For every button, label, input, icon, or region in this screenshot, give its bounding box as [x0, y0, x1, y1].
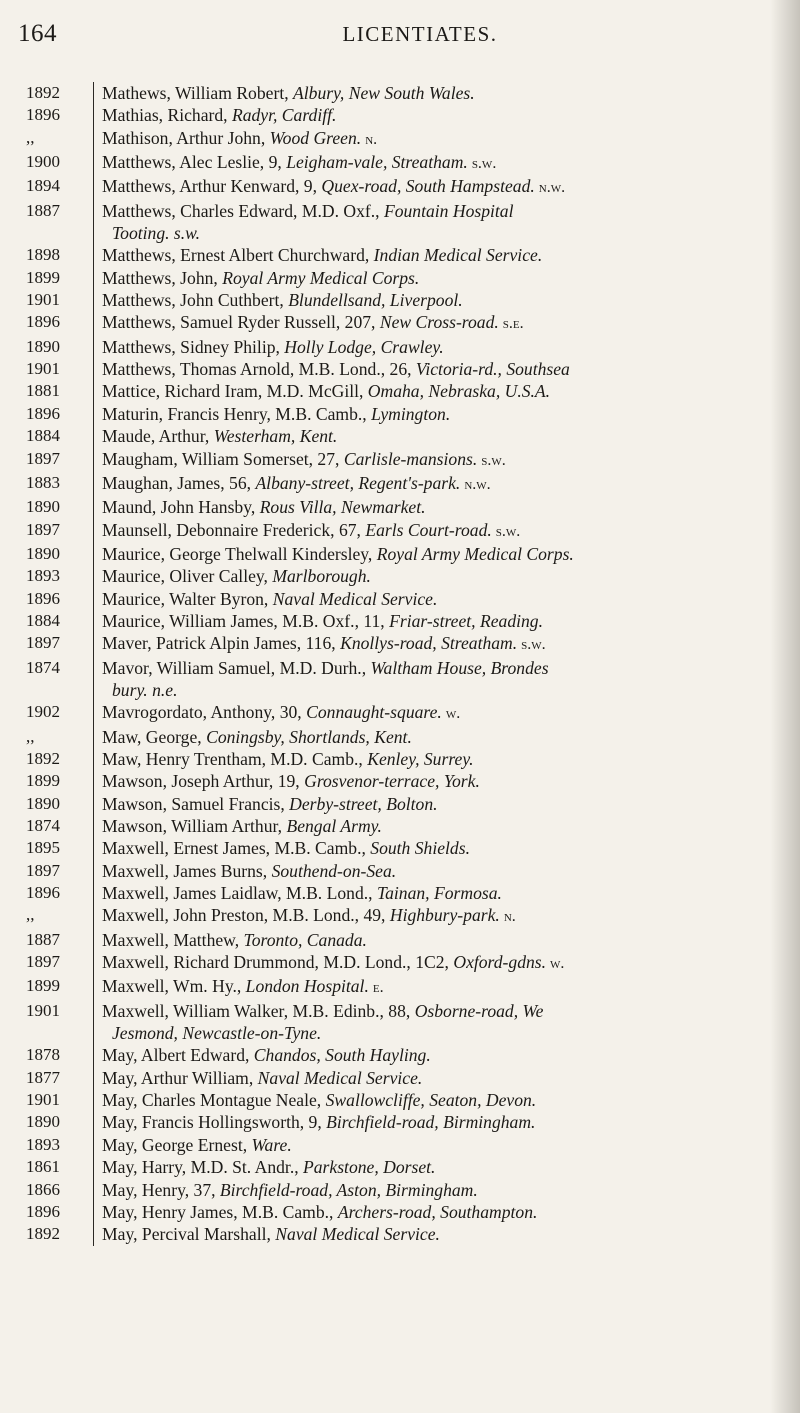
entry-text [93, 1223, 800, 1245]
entry-name: May, Henry James, M.B. Camb., [102, 1201, 338, 1222]
entry-address: Oxford-gdns. [453, 952, 547, 973]
entry-year: 1899 [26, 771, 60, 791]
entry-text [93, 1000, 800, 1045]
entry-address: Holly Lodge, Crawley. [284, 336, 444, 357]
entry-text [93, 519, 800, 543]
entry-text [93, 358, 800, 380]
entry-year: 1874 [26, 816, 60, 835]
entry-year: ,, [26, 127, 35, 147]
entry-address: Birchfield-road, Aston, Birmingham. [219, 1179, 478, 1200]
entry-year: 1897 [26, 952, 60, 972]
entry-name: May, George Ernest, [102, 1134, 252, 1155]
entry-year: 1898 [26, 245, 60, 265]
entry-address: Omaha, Nebraska, U.S.A. [367, 381, 551, 402]
entry-address: Victoria-rd., Southsea [415, 359, 570, 380]
entry-district: e. [368, 979, 384, 997]
entry-name: Maxwell, William Walker, M.B. Edinb., 88, [102, 1000, 415, 1021]
entry-name: Matthews, Ernest Albert Churchward, [102, 245, 374, 266]
entry-address-continued: Tooting. s.w. [112, 223, 201, 244]
entry-text [93, 1134, 800, 1156]
list-item [0, 519, 800, 543]
entry-address: Friar-street, Reading. [389, 610, 544, 631]
entry-name: Maturin, Francis Henry, M.B. Camb., [102, 403, 372, 424]
entry-text [93, 904, 800, 928]
list-item [0, 496, 800, 518]
entry-text [93, 770, 800, 792]
entry-text [93, 496, 800, 518]
list-item [0, 1000, 800, 1045]
list-item [0, 726, 800, 748]
entry-text [93, 588, 800, 610]
entry-text [93, 425, 800, 447]
entry-address: Royal Army Medical Corps. [222, 267, 420, 288]
entry-year: 1890 [26, 1112, 60, 1132]
entry-year: 1861 [26, 1157, 60, 1177]
entry-address: Albury, New South Wales. [293, 83, 475, 103]
entry-address: Naval Medical Service. [257, 1067, 423, 1088]
entry-text [93, 1201, 800, 1223]
entry-year: 1899 [26, 976, 60, 996]
list-item [0, 748, 800, 770]
list-item [0, 472, 800, 496]
entry-name: Mathison, Arthur John, [102, 127, 270, 148]
entry-name: Maw, George, [102, 726, 207, 747]
entry-address: Blundellsand, Liverpool. [288, 290, 463, 311]
list-item [0, 1134, 800, 1156]
list-item [0, 904, 800, 928]
entry-address-continued: bury. n.e. [112, 679, 178, 700]
entry-name: Matthews, Thomas Arnold, M.B. Lond., 26, [102, 359, 416, 380]
entry-name: Maver, Patrick Alpin James, 116, [102, 633, 341, 654]
entry-name: May, Henry, 37, [102, 1179, 220, 1200]
entry-address: Chandos, South Hayling. [253, 1045, 431, 1066]
entry-text [93, 726, 800, 748]
entry-text [93, 1156, 800, 1178]
entry-name: Mawson, Samuel Francis, [102, 793, 290, 814]
entry-name: Mathews, William Robert, [102, 83, 294, 103]
entry-year: 1881 [26, 381, 60, 401]
entry-year: 1887 [26, 200, 60, 220]
entry-address: Marlborough. [272, 566, 371, 587]
entry-name: May, Harry, M.D. St. Andr., [102, 1157, 304, 1178]
entry-text [93, 565, 800, 587]
entry-address: Lymington. [371, 403, 451, 424]
list-item [0, 1223, 800, 1245]
entry-district: w. [546, 955, 565, 973]
entry-address: Connaught-square. [306, 702, 442, 723]
entry-text [93, 244, 800, 266]
entry-address: Archers-road, Southampton. [337, 1201, 538, 1222]
entry-name: Maxwell, Ernest James, M.B. Camb., [102, 838, 371, 859]
entry-year: 1902 [26, 702, 60, 722]
entry-year: 1896 [26, 588, 60, 608]
list-item [0, 837, 800, 859]
entry-year: 1899 [26, 267, 60, 287]
entry-address: South Shields. [370, 838, 470, 859]
entry-name: Maurice, George Thelwall Kindersley, [102, 543, 377, 564]
entry-name: Maxwell, James Burns, [102, 860, 272, 881]
list-item [0, 336, 800, 358]
entry-name: May, Percival Marshall, [102, 1224, 276, 1245]
entry-district: n. [361, 130, 378, 148]
entry-year: 1890 [26, 497, 60, 517]
entry-name: May, Arthur William, [102, 1067, 258, 1088]
entry-district: n.w. [534, 179, 566, 197]
entry-name: Maurice, Oliver Calley, [102, 566, 273, 587]
entry-name: Maunsell, Debonnaire Frederick, 67, [102, 519, 366, 540]
entry-text [93, 200, 800, 245]
entry-year: 1894 [26, 176, 60, 196]
entry-address: London Hospital. [245, 976, 369, 997]
entry-name: Matthews, Sidney Philip, [102, 336, 285, 357]
list-item [0, 543, 800, 565]
entry-text [93, 336, 800, 358]
entry-name: Maude, Arthur, [102, 426, 214, 447]
entry-text [93, 748, 800, 770]
entry-district: n.w. [460, 475, 491, 493]
entry-text [93, 951, 800, 975]
entry-name: Maughan, James, 56, [102, 472, 256, 493]
entry-name: Maxwell, Matthew, [102, 929, 244, 950]
entry-address: Coningsby, Shortlands, Kent. [206, 726, 412, 747]
entry-name: Mathias, Richard, [102, 105, 232, 126]
entry-address: Swallowcliffe, Seaton, Devon. [325, 1090, 537, 1111]
entry-name: Maurice, William James, M.B. Oxf., 11, [102, 610, 390, 631]
entry-name: Matthews, Charles Edward, M.D. Oxf., [102, 200, 384, 221]
entry-text [93, 82, 800, 104]
entry-district: n. [499, 908, 516, 926]
entry-text [93, 701, 800, 725]
entry-district: s.w. [477, 451, 506, 469]
entry-year: 1897 [26, 633, 60, 653]
entry-text [93, 311, 800, 335]
list-item [0, 588, 800, 610]
entry-address: Toronto, Canada. [243, 929, 367, 950]
list-item [0, 1111, 800, 1133]
entry-district: s.w. [517, 636, 546, 654]
page-number: 164 [18, 20, 57, 47]
entry-name: Mattice, Richard Iram, M.D. McGill, [102, 381, 368, 402]
entry-text [93, 1179, 800, 1201]
list-item [0, 425, 800, 447]
entry-year: 1900 [26, 152, 60, 172]
entry-address-continued: Jesmond, Newcastle-on-Tyne. [112, 1023, 322, 1044]
entry-name: Maw, Henry Trentham, M.D. Camb., [102, 748, 368, 769]
entry-year: 1874 [26, 657, 60, 677]
list-item [0, 151, 800, 175]
entry-address: Quex-road, South Hampstead. [321, 176, 535, 197]
list-item [0, 701, 800, 725]
entry-text [93, 448, 800, 472]
list-item [0, 200, 800, 245]
entry-name: Matthews, Arthur Kenward, 9, [102, 176, 322, 197]
entry-text [93, 543, 800, 565]
licentiates-list [0, 82, 800, 1246]
entry-year: 1896 [26, 312, 60, 332]
entry-name: Mavor, William Samuel, M.D. Durh., [102, 657, 371, 678]
entry-address: Highbury-park. [389, 905, 500, 926]
list-item [0, 565, 800, 587]
list-item [0, 882, 800, 904]
list-item [0, 82, 800, 104]
entry-address: Royal Army Medical Corps. [376, 543, 574, 564]
entry-text [93, 1067, 800, 1089]
entry-year: 1893 [26, 1134, 60, 1154]
entry-year: 1883 [26, 472, 60, 492]
entry-year: 1895 [26, 838, 60, 858]
entry-name: Maxwell, Richard Drummond, M.D. Lond., 1C2, [102, 952, 454, 973]
list-item [0, 403, 800, 425]
entry-address: Carlisle-mansions. [343, 448, 478, 469]
entry-year: 1901 [26, 1090, 60, 1110]
entry-name: Matthews, John Cuthbert, [102, 290, 289, 311]
running-head: LICENTIATES. [342, 22, 498, 46]
entry-address: Kenley, Surrey. [367, 748, 474, 769]
entry-year: 1897 [26, 448, 60, 468]
list-item [0, 793, 800, 815]
entry-text [93, 127, 800, 151]
entry-address: Osborne-road, We [414, 1000, 544, 1021]
entry-year: 1890 [26, 543, 60, 563]
entry-text [93, 175, 800, 199]
list-item [0, 975, 800, 999]
entry-name: Maxwell, Wm. Hy., [102, 976, 246, 997]
entry-year: 1884 [26, 426, 60, 446]
entry-address: New Cross-road. [379, 312, 499, 333]
entry-year: 1892 [26, 748, 60, 768]
entry-text [93, 1089, 800, 1111]
entry-text [93, 104, 800, 126]
entry-text [93, 837, 800, 859]
list-item [0, 289, 800, 311]
entry-text [93, 472, 800, 496]
entry-text [93, 793, 800, 815]
entry-year: 1866 [26, 1179, 60, 1199]
list-item [0, 632, 800, 656]
entry-address: Waltham House, Brondes [370, 657, 549, 678]
entry-address: Earls Court-road. [365, 519, 492, 540]
entry-address: Naval Medical Service. [275, 1224, 440, 1245]
entry-name: May, Charles Montague Neale, [102, 1090, 326, 1111]
entry-address: Ware. [251, 1134, 292, 1155]
entry-text [93, 403, 800, 425]
entry-year: 1897 [26, 860, 60, 880]
list-item [0, 311, 800, 335]
list-item [0, 448, 800, 472]
entry-year: ,, [26, 905, 35, 925]
entry-year: 1896 [26, 1201, 60, 1221]
entry-text [93, 860, 800, 882]
entry-address: Radyr, Cardiff. [231, 105, 337, 126]
entry-name: Mawson, Joseph Arthur, 19, [102, 771, 305, 792]
entry-text [93, 929, 800, 951]
entry-district: w. [441, 705, 461, 723]
entry-address: Knollys-road, Streatham. [340, 633, 518, 654]
list-item [0, 1201, 800, 1223]
entry-text [93, 610, 800, 632]
entry-name: Matthews, John, [102, 267, 223, 288]
entry-name: Mavrogordato, Anthony, 30, [102, 702, 307, 723]
entry-district: s.e. [498, 315, 524, 333]
list-item [0, 267, 800, 289]
entry-text [93, 380, 800, 402]
entry-name: Matthews, Samuel Ryder Russell, 207, [102, 312, 380, 333]
list-item [0, 815, 800, 837]
entry-text [93, 882, 800, 904]
entry-text [93, 657, 800, 702]
entry-name: Maurice, Walter Byron, [102, 588, 273, 609]
entry-text [93, 289, 800, 311]
list-item [0, 244, 800, 266]
entry-text [93, 1111, 800, 1133]
entry-address: Parkstone, Dorset. [303, 1157, 436, 1178]
entry-address: Leigham-vale, Streatham. [286, 152, 468, 173]
list-item [0, 1044, 800, 1066]
list-item [0, 175, 800, 199]
list-item [0, 657, 800, 702]
list-item [0, 127, 800, 151]
entry-address: Naval Medical Service. [272, 588, 438, 609]
entry-year: 1884 [26, 610, 60, 630]
entry-year: 1877 [26, 1067, 60, 1087]
entry-address: Westerham, Kent. [213, 426, 338, 447]
entry-name: May, Francis Hollingsworth, 9, [102, 1112, 327, 1133]
entry-address: Southend-on-Sea. [271, 860, 397, 881]
entry-name: Maxwell, James Laidlaw, M.B. Lond., [102, 883, 377, 904]
entry-year: 1890 [26, 793, 60, 813]
entry-year: 1892 [26, 83, 60, 102]
entry-text [93, 975, 800, 999]
entry-text [93, 267, 800, 289]
entry-address: Derby-street, Bolton. [289, 793, 438, 814]
entry-district: s.w. [467, 155, 497, 173]
list-item [0, 770, 800, 792]
entry-text [93, 815, 800, 837]
entry-year: 1896 [26, 403, 60, 423]
entry-year: 1892 [26, 1224, 60, 1244]
entry-year: 1896 [26, 105, 60, 125]
entry-year: 1901 [26, 359, 60, 379]
entry-address: Indian Medical Service. [373, 245, 543, 266]
entry-year: 1893 [26, 566, 60, 586]
list-item [0, 951, 800, 975]
entry-year: 1897 [26, 519, 60, 539]
entry-name: Matthews, Alec Leslie, 9, [102, 152, 287, 173]
entry-year: 1890 [26, 336, 60, 356]
entry-address: Rous Villa, Newmarket. [259, 497, 426, 518]
list-item [0, 1089, 800, 1111]
entry-district: s.w. [491, 522, 521, 540]
entry-name: Maund, John Hansby, [102, 497, 260, 518]
list-item [0, 380, 800, 402]
entry-year: 1901 [26, 290, 60, 310]
list-item [0, 929, 800, 951]
entry-address: Birchfield-road, Birmingham. [326, 1112, 536, 1133]
entry-year: 1887 [26, 929, 60, 949]
entry-name: Mawson, William Arthur, [102, 816, 287, 836]
entry-name: May, Albert Edward, [102, 1045, 254, 1066]
entry-text [93, 632, 800, 656]
entry-year: 1896 [26, 883, 60, 903]
entry-address: Tainan, Formosa. [376, 883, 502, 904]
list-item [0, 610, 800, 632]
list-item [0, 104, 800, 126]
entry-year: ,, [26, 726, 35, 746]
entry-address: Fountain Hospital [383, 200, 514, 221]
entry-address: Grosvenor-terrace, York. [304, 771, 480, 792]
entry-text [93, 151, 800, 175]
entry-year: 1901 [26, 1000, 60, 1020]
entry-address: Bengal Army. [286, 816, 382, 836]
entry-year: 1878 [26, 1045, 60, 1065]
entry-name: Maxwell, John Preston, M.B. Lond., 49, [102, 905, 390, 926]
entry-name: Maugham, William Somerset, 27, [102, 448, 344, 469]
list-item [0, 1156, 800, 1178]
entry-text [93, 1044, 800, 1066]
entry-address: Albany-street, Regent's-park. [255, 472, 461, 493]
list-item [0, 860, 800, 882]
list-item [0, 358, 800, 380]
list-item [0, 1067, 800, 1089]
entry-address: Wood Green. [269, 127, 362, 148]
list-item [0, 1179, 800, 1201]
